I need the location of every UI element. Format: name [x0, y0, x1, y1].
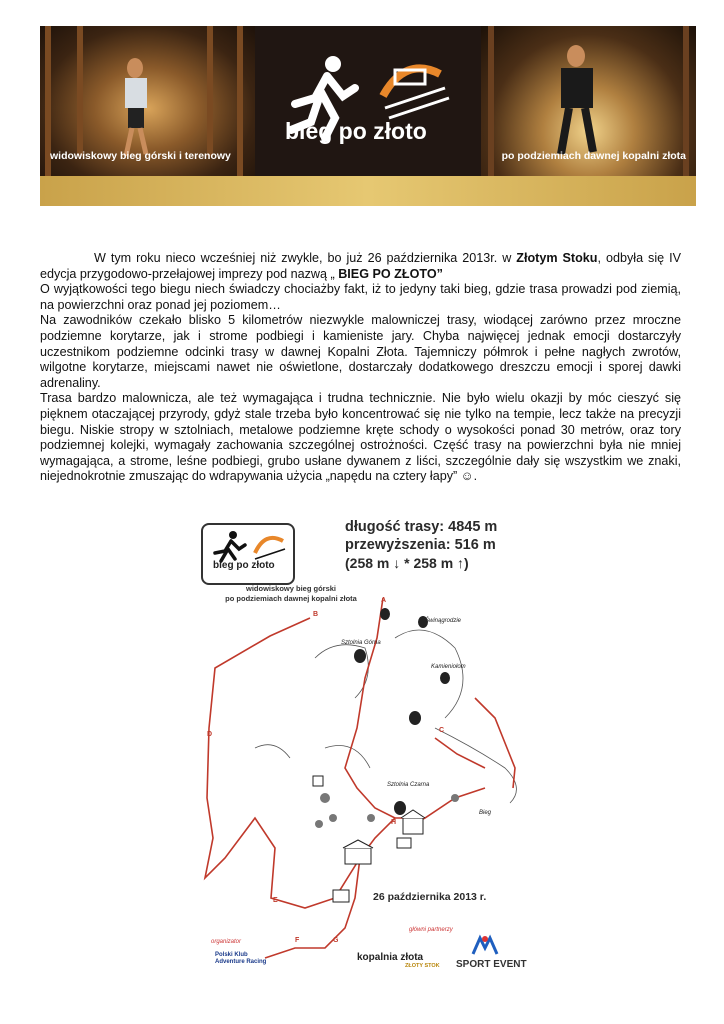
brand-logo-panel: [255, 26, 481, 176]
organizer-logo: [215, 952, 266, 966]
event-name: BIEG PO ZŁOTO”: [338, 266, 443, 281]
map-subtitle-line2: po podziemiach dawnej kopalni złota: [225, 594, 357, 603]
paragraph-intro: [40, 251, 681, 282]
svg-text:H: H: [391, 819, 397, 826]
route-drawing: [195, 518, 537, 974]
intro-text-a: W tym roku nieco wcześniej niż zwykle, bo już 26 października 2013r. w: [94, 251, 517, 265]
header-banner: [40, 26, 696, 206]
paragraph-uniqueness: O wyjątkowości tego biegu niech świadczy chociażby fakt, iż to jedyny taki bieg, gdzie trasa prowadzi pod ziemią, na powierzchni oraz ponad jej poziomem…: [40, 282, 681, 312]
svg-text:E: E: [273, 897, 278, 904]
route-map: [195, 518, 537, 974]
sport-event-logo-icon: [471, 934, 499, 956]
place-label-3: Kamieniołom: [431, 664, 466, 670]
paragraph-difficulty: Trasa bardzo malownicza, ale też wymagająca i trudna technicznie. Nie było wielu okazji by móc cieszyć się pięknem otaczającej przyrody, gdyż stale trzeba było koncentrować się nie tylko na tempie, lecz także na precyzji biegu. Niskie stropy w sztolniach, metalowe podziemne kręte schody o wysokości ponad 30 metrów, oraz tory podziemnej kolejki, wymagały zachowania szczególnej ostrożności. Część trasy na powierzchni była nie mniej wymagająca, a strome, leśne podbiegi, grubo usłane dywanem z liści, szczególnie dały się wszystkim we znaki, niejednokrotnie zmuszając do wdrapywania użycia „napędu na cztery łapy” ☺.: [40, 391, 681, 484]
place-label-1: Świnągrodzie: [425, 618, 462, 624]
terrain-contours: [255, 630, 516, 803]
organizer-label: organizator: [211, 939, 242, 945]
place-label-2: Sztolnia Górna: [341, 640, 381, 646]
svg-text:B: B: [313, 611, 319, 618]
route-elevation: przewyższenia: 516 m: [345, 537, 496, 553]
svg-text:G: G: [333, 937, 339, 944]
svg-text:D: D: [207, 731, 213, 738]
map-logo-text: bieg po złoto: [213, 560, 275, 571]
map-subtitle-line1: widowiskowy bieg górski: [245, 584, 337, 593]
partner-kopalnia-sub: ZŁOTY STOK: [405, 963, 440, 969]
route-length: długość trasy: 4845 m: [345, 519, 498, 535]
partner-kopalnia-logo: kopalnia złota: [357, 952, 424, 963]
banner-left-caption: widowiskowy bieg górski i terenowy: [50, 150, 231, 162]
intro-text-b: , odbyła się IV edycja przygodowo-przełajowej imprezy pod nazwą „: [40, 251, 682, 281]
svg-text:C: C: [439, 727, 445, 734]
location-name: Złotym Stoku: [516, 251, 598, 265]
partners-label: główni partnerzy: [409, 927, 453, 933]
brand-name: bieg po złoto: [285, 118, 427, 144]
banner-bottom-strip: [40, 176, 696, 206]
paragraph-route: Na zawodników czekało blisko 5 kilometrów niezwykle malowniczej trasy, wiodącej zarówno przez mroczne podziemne korytarze, jak i strome podbiegi i kamieniste jary. Chyba najwięcej jednak emocji dostarczyły uczestnikom podziemne odcinki trasy w dawnej Kopalni Złota. Tajemniczy półmrok i pełne nagłych zwrotów, wilgotne korytarze, miejscami nawet nie oświetlone, dostarczały dodatkowego dreszczu emocji i sporej dawki adrenaliny.: [40, 313, 681, 390]
map-date: 26 października 2013 r.: [373, 891, 487, 903]
banner-right-caption: po podziemiach dawnej kopalni złota: [501, 150, 686, 162]
organizer-name-1: Polski Klub: [215, 952, 248, 958]
runner-logo-icon: [255, 26, 481, 176]
article-body: [40, 251, 681, 485]
route-updown: (258 m ↓ * 258 m ↑): [345, 555, 469, 571]
partner-sport-event: SPORT EVENT: [456, 959, 527, 970]
place-label-4: Sztolnia Czarna: [387, 782, 430, 788]
place-label-5: Bieg: [479, 810, 492, 816]
buildings: [313, 776, 425, 902]
svg-text:F: F: [295, 937, 300, 944]
svg-text:A: A: [381, 597, 387, 604]
organizer-name-2: Adventure Racing: [215, 959, 267, 965]
